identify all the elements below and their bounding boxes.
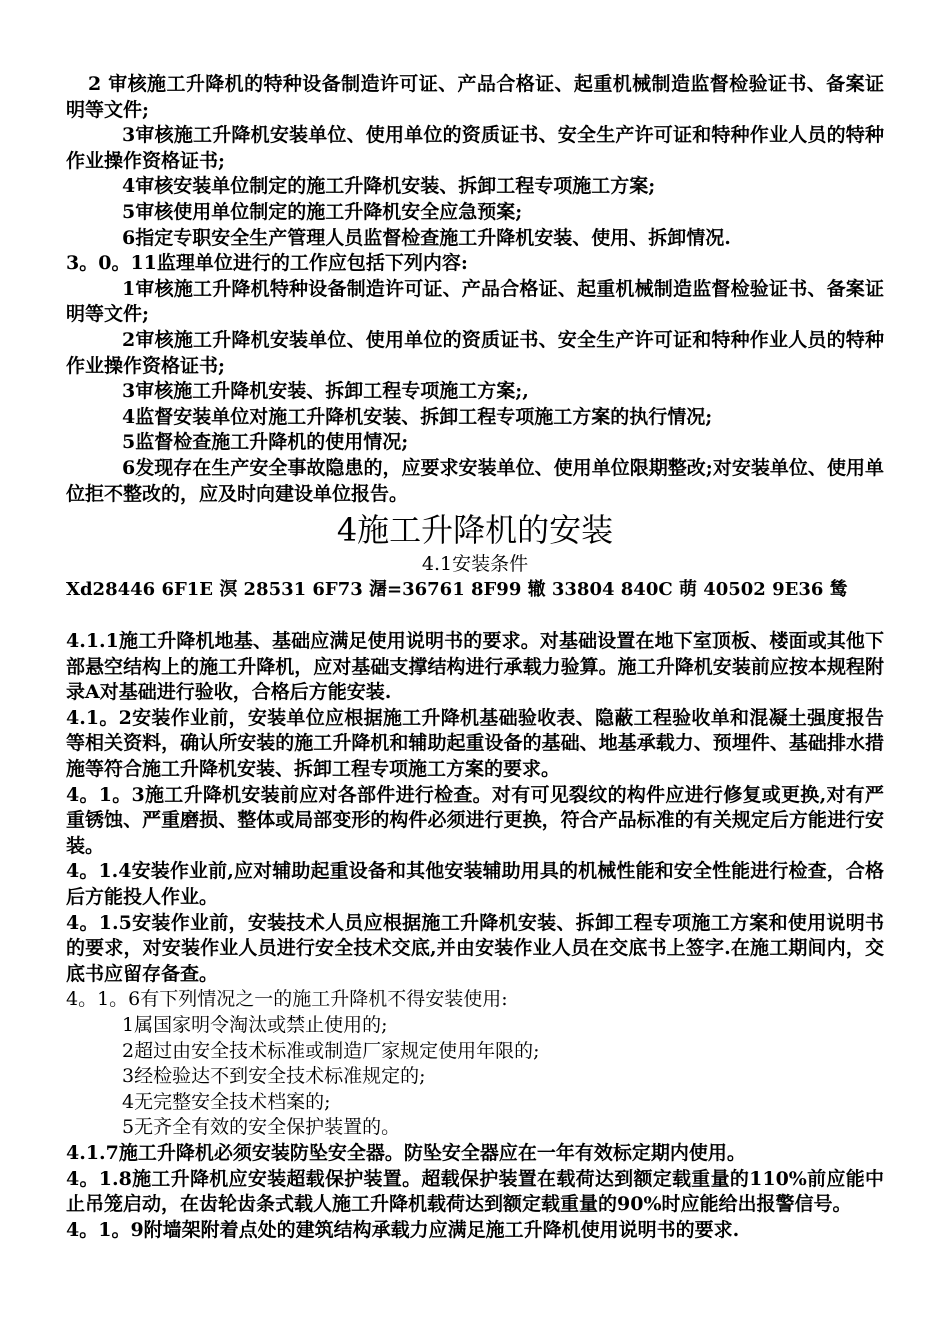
clause-4-1-4: 4。1.4安装作业前,应对辅助起重设备和其他安装辅助用具的机械性能和安全性能进行检查，合格后方能投人作业。 <box>66 860 884 909</box>
paragraph-a-5: 6指定专职安全生产管理人员监督检查施工升降机安装、使用、拆卸情况. <box>122 226 731 249</box>
clause-4-1-1: 4.1.1施工升降机地基、基础应满足使用说明书的要求。对基础设置在地下室顶板、楼面或其他下部悬空结构上的施工升降机，应对基础支撑结构进行承载力验算。施工升降机安装前应按本规程附录A对基础进行验收，合格后方能安装. <box>66 630 884 704</box>
clause-4-1-8: 4。1.8施工升降机应安装超载保护装置。超载保护装置在载荷达到额定载重量的110%前应能中止吊笼启动，在齿轮齿条式载人施工升降机载荷达到额定载重量的90%时应能给出报警信号。 <box>66 1167 884 1216</box>
paragraph-a-8: 2审核施工升降机安装单位、使用单位的资质证书、安全生产许可证和特种作业人员的特种作业操作资格证书; <box>66 328 884 377</box>
paragraph-a-12: 6发现存在生产安全事故隐患的，应要求安装单位、使用单位限期整改;对安装单位、使用单位拒不整改的，应及时向建设单位报告。 <box>66 456 884 505</box>
code-line: Xd28446 6F1E 溟 28531 6F73 潳=36761 8F99 辙 33804 840C 萌 40502 9E36 鸶 <box>66 579 848 601</box>
clause-3-0-11-heading: 3。0。11监理单位进行的工作应包括下列内容: <box>66 252 468 275</box>
section-title: 4.1安装条件 <box>421 553 529 576</box>
clause-4-1-9: 4。1。9附墙架附着点处的建筑结构承载力应满足施工升降机使用说明书的要求. <box>66 1218 740 1241</box>
list-item-2: 2超过由安全技术标准或制造厂家规定使用年限的; <box>122 1039 540 1062</box>
list-item-4: 4无完整安全技术档案的; <box>122 1090 331 1113</box>
clause-4-1-3: 4。1。3施工升降机安装前应对各部件进行检查。对有可见裂纹的构件应进行修复或更换,对有严重锈蚀、严重磨损、整体或局部变形的构件必须进行更换，符合产品标准的有关规定后方能进行安装。 <box>66 783 884 857</box>
paragraph-a-11: 5监督检查施工升降机的使用情况; <box>122 431 409 454</box>
clause-4-1-6: 4。1。6有下列情况之一的施工升降机不得安装使用: <box>66 988 508 1011</box>
paragraph-a-9: 3审核施工升降机安装、拆卸工程专项施工方案;, <box>122 380 529 403</box>
chapter-title: 4施工升降机的安装 <box>336 511 614 550</box>
paragraph-a-10: 4监督安装单位对施工升降机安装、拆卸工程专项施工方案的执行情况; <box>122 405 713 428</box>
list-item-3: 3经检验达不到安全技术标准规定的; <box>122 1065 426 1088</box>
clause-4-1-7: 4.1.7施工升降机必须安装防坠安全器。防坠安全器应在一年有效标定期内使用。 <box>66 1141 746 1164</box>
paragraph-a-7: 1审核施工升降机特种设备制造许可证、产品合格证、起重机械制造监督检验证书、备案证明等文件; <box>66 277 884 326</box>
paragraph-a-3: 4审核安装单位制定的施工升降机安装、拆卸工程专项施工方案; <box>122 175 656 198</box>
paragraph-a-1: 2 审核施工升降机的特种设备制造许可证、产品合格证、起重机械制造监督检验证书、备案证明等文件; <box>66 73 884 121</box>
paragraph-a-4: 5审核使用单位制定的施工升降机安全应急预案; <box>122 200 523 223</box>
list-item-5: 5无齐全有效的安全保护装置的。 <box>122 1116 401 1139</box>
list-item-1: 1属国家明令淘汰或禁止使用的; <box>122 1014 388 1036</box>
clause-4-1-5: 4。1.5安装作业前，安装技术人员应根据施工升降机安装、拆卸工程专项施工方案和使用说明书的要求，对安装作业人员进行安全技术交底,并由安装作业人员在交底书上签字.在施工期间内，交底书应留存备查。 <box>66 911 884 985</box>
clause-4-1-2: 4.1。2安装作业前，安装单位应根据施工升降机基础验收表、隐蔽工程验收单和混凝土强度报告等相关资料，确认所安装的施工升降机和辅助起重设备的基础、地基承载力、预埋件、基础排水措施等符合施工升降机安装、拆卸工程专项施工方案的要求。 <box>66 706 884 781</box>
paragraph-a-2: 3审核施工升降机安装单位、使用单位的资质证书、安全生产许可证和特种作业人员的特种作业操作资格证书; <box>66 124 884 172</box>
